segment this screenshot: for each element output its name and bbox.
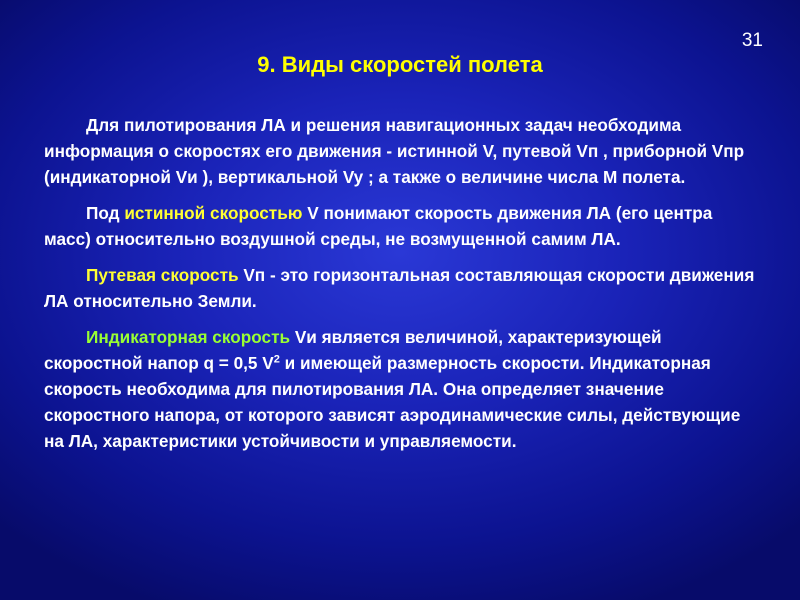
- page-number: 31: [741, 30, 763, 51]
- paragraph-ground-speed-after: Vп - это горизонтальная составляющая скорости движения ЛА относительно Земли.: [44, 265, 755, 311]
- term-indicated-airspeed: Индикаторная скорость: [86, 327, 291, 347]
- paragraph-true-airspeed: [44, 200, 760, 252]
- paragraph-intro-text: Для пилотирования ЛА и решения навигационных задач необходима информация о скоростях его движения - истинной V, путевой Vп , приборной Vпр (индикаторной Vи ), вертикальной Vy ; а также о величине числа М полета.: [44, 115, 745, 187]
- superscript-two: 2: [273, 353, 280, 366]
- paragraph-ground-speed: [44, 262, 760, 314]
- paragraph-intro: [44, 112, 760, 190]
- slide-content: [44, 112, 760, 464]
- slide-title: 9. Виды скоростей полета: [257, 52, 543, 77]
- term-ground-speed: Путевая скорость: [86, 265, 239, 285]
- paragraph-indicated-airspeed-part1: Vи является величиной, характеризующей скоростной напор q = 0,5 V: [44, 327, 662, 373]
- paragraph-indicated-airspeed-part2: и имеющей размерность скорости. Индикаторная скорость необходима для пилотирования ЛА. Она определяет значение скоростного напора, от которого зависят аэродинамические силы, действующие на ЛА, характеристики устойчивости и управляемости.: [44, 353, 741, 451]
- paragraph-true-airspeed-before: Под: [86, 203, 125, 223]
- paragraph-indicated-airspeed: [44, 324, 760, 454]
- term-true-airspeed: истинной скоростью: [124, 203, 303, 223]
- paragraph-true-airspeed-after: V понимают скорость движения ЛА (его центра масс) относительно воздушной среды, не возмущенной самим ЛА.: [44, 203, 713, 249]
